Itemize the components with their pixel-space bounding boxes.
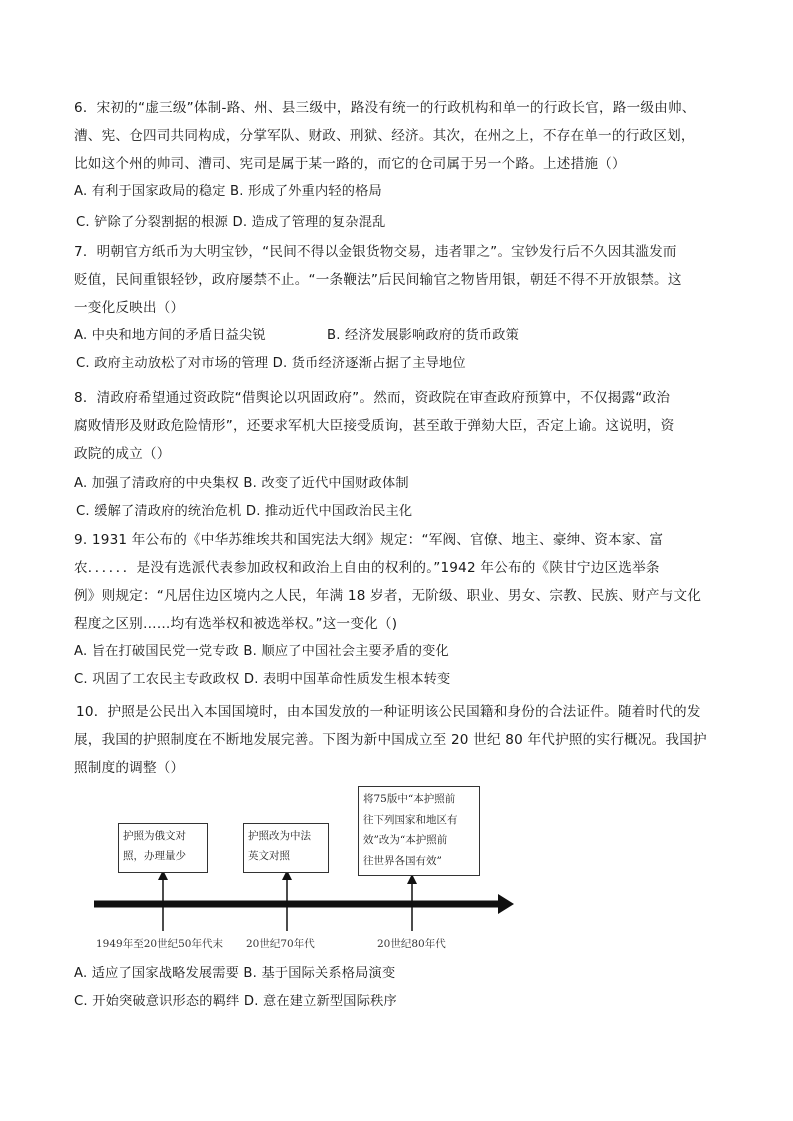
q8-stem-line-1: 8．清政府希望通过资政院“借舆论以巩固政府”。然而，资政院在审查政府预算中，不仅揭露“政治 [74,390,671,406]
timeline-event-box-2 [243,823,329,873]
q6-stem-line-3: 比如这个州的帅司、漕司、宪司是属于某一路的，而它的仓司属于另一个路。上述措施（） [74,156,626,172]
q7-stem-line-3: 一变化反映出（） [74,300,185,316]
q7-stem-line-2: 贬值，民间重银轻钞，政府屡禁不止。“一条鞭法”后民间输官之物皆用银，朝廷不得不开放银禁。这 [74,272,682,288]
timeline-event-box-3 [358,786,480,876]
q7-stem-line-1: 7．明朝官方纸币为大明宝钞，“民间不得以金银货物交易，违者罪之”。宝钞发行后不久因其滥发而 [74,244,677,260]
q6-stem-line-1: 6．宋初的“虚三级”体制-路、州、县三级中，路没有统一的行政机构和单一的行政长官，路一级由帅、 [74,100,696,116]
q10-stem-line-3: 照制度的调整（） [74,760,185,776]
timeline-event-3-line-1: 将75版中“本护照前 [363,793,456,805]
timeline-event-box-1 [118,823,208,873]
q8-stem-line-3: 政院的成立（） [74,446,171,462]
q9-options-cd: C. 巩固了工农民主专政政权 D. 表明中国革命性质发生根本转变 [74,672,451,687]
timeline-period-1: 1949年至20世纪50年代末 [96,938,223,950]
q6-stem-line-2: 漕、宪、仓四司共同构成，分掌军队、财政、刑狱、经济。其次，在州之上，不存在单一的行政区划， [74,128,695,144]
q9-options-ab: A. 旨在打破国民党一党专政 B. 顺应了中国社会主要矛盾的变化 [74,644,449,659]
q7-option-a: A. 中央和地方间的矛盾日益尖锐 [74,328,266,343]
q8-options-ab: A. 加强了清政府的中央集权 B. 改变了近代中国财政体制 [74,476,409,491]
q10-options-ab: A. 适应了国家战略发展需要 B. 基于国际关系格局演变 [74,966,396,981]
q7-option-b: B. 经济发展影响政府的货币政策 [327,328,520,343]
timeline-period-2: 20世纪70年代 [246,938,315,950]
q10-options-cd: C. 开始突破意识形态的羁绊 D. 意在建立新型国际秩序 [74,994,397,1009]
timeline-period-3: 20世纪80年代 [377,938,446,950]
timeline-event-3-line-4: 往世界各国有效” [363,854,442,867]
timeline-event-1-line-2: 照，办理量少 [123,850,186,862]
q9-stem-line-2: 农．．．．．．是没有选派代表参加政权和政治上自由的权利的。”1942 年公布的《陕甘宁边区选举条 [74,560,660,576]
q6-options-cd: C. 铲除了分裂割据的根源 D. 造成了管理的复杂混乱 [76,215,386,230]
q7-options-cd: C. 政府主动放松了对市场的管理 D. 货币经济逐渐占据了主导地位 [76,356,466,371]
q9-stem-line-3: 例》则规定：“凡居住边区境内之人民，年满 18 岁者，无阶级、职业、男女、宗教、民族、财产与文化 [74,588,702,604]
q9-stem-line-4: 程度之区别……均有选举权和被选举权。”这一变化（) [74,616,398,632]
timeline-event-2-line-1: 护照改为中法 [248,830,311,842]
timeline-arrowhead [498,894,514,914]
timeline-event-3-line-2: 往下列国家和地区有 [363,813,458,826]
timeline-event-3-line-3: 效”改为“本护照前 [363,834,448,846]
q10-stem-line-2: 展，我国的护照制度在不断地发展完善。下图为新中国成立至 20 世纪 80 年代护照的实行概况。我国护 [74,732,707,748]
q6-options-ab: A. 有利于国家政局的稳定 B. 形成了外重内轻的格局 [74,184,382,199]
timeline-event-2-line-2: 英文对照 [248,850,290,862]
q8-options-cd: C. 缓解了清政府的统治危机 D. 推动近代中国政治民主化 [76,504,413,519]
timeline-event-1-line-1: 护照为俄文对 [123,830,186,842]
q9-stem-line-1: 9. 1931 年公布的《中华苏维埃共和国宪法大纲》规定：“军阀、官僚、地主、豪绅、资本家、富 [74,532,664,548]
q10-stem-line-1: 10．护照是公民出入本国国境时，由本国发放的一种证明该公民国籍和身份的合法证件。随着时代的发 [76,704,701,720]
q8-stem-line-2: 腐败情形及财政危险情形”，还要求军机大臣接受质询，甚至敢于弹劾大臣，否定上谕。这说明，资 [74,418,675,434]
